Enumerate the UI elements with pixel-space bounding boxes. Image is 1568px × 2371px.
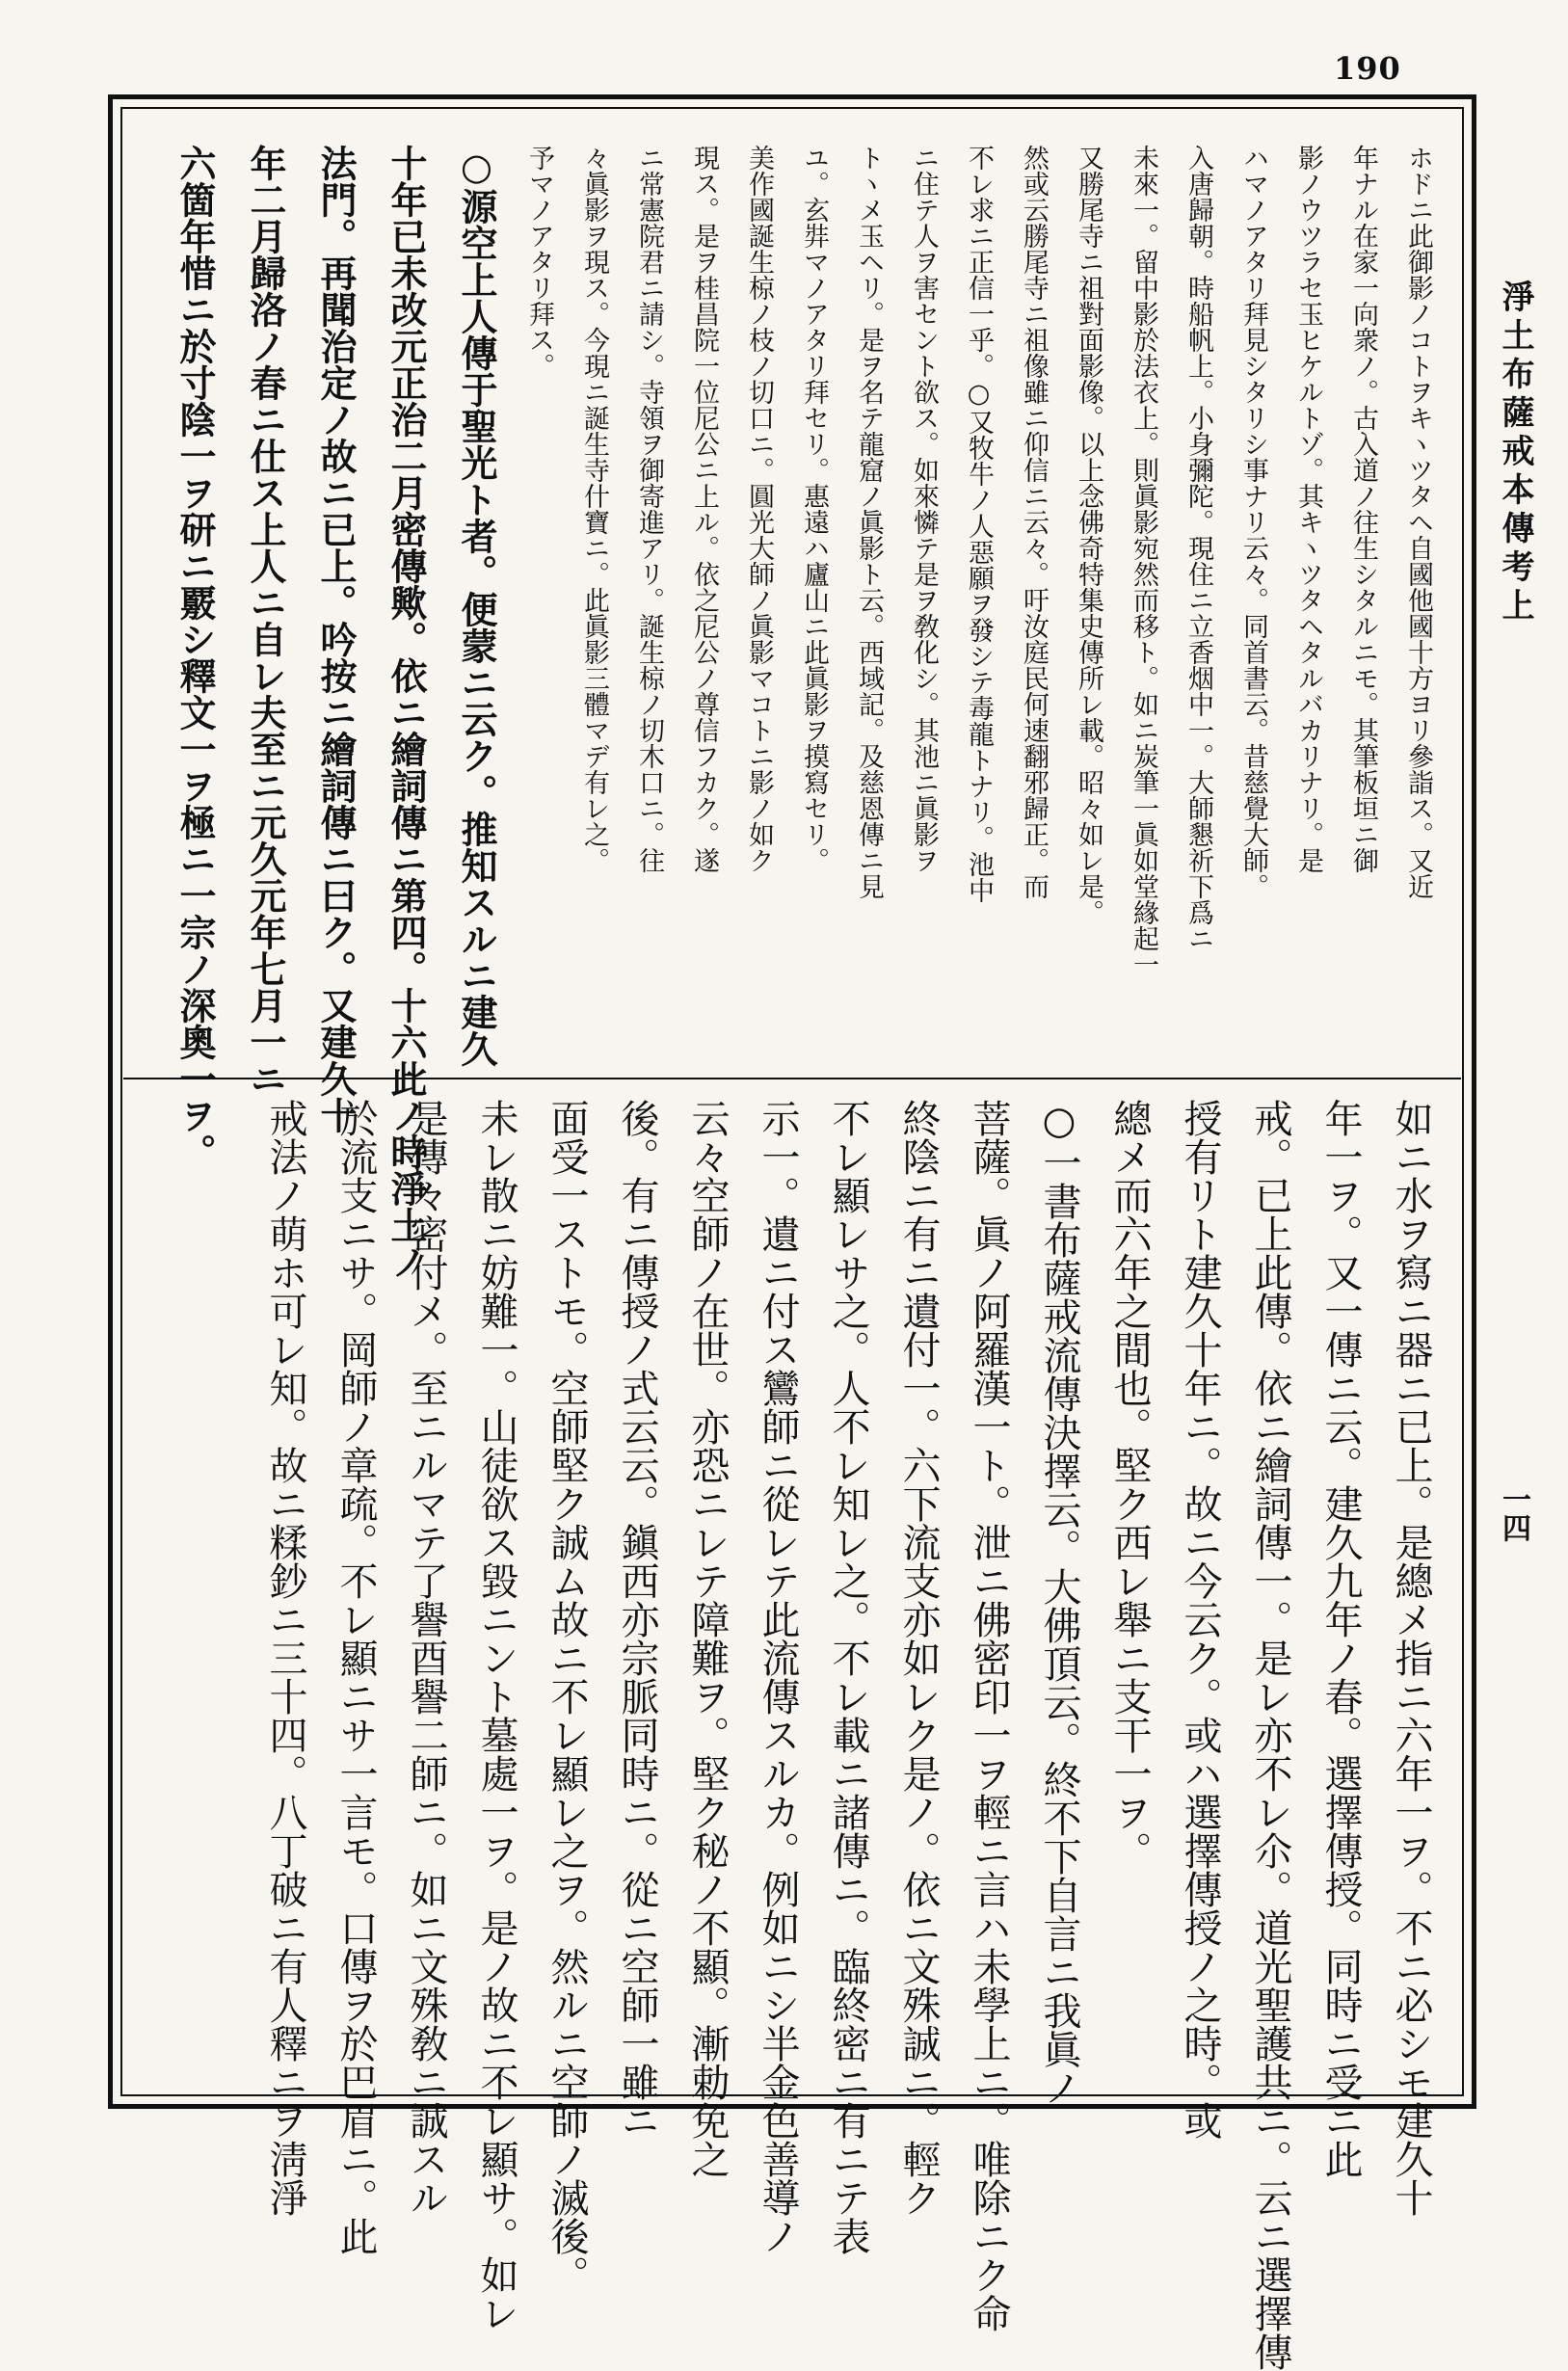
text-column: 戒。已上此傳。依ニ繪詞傳一。是レ亦不レ尒。道光聖護共ニ。云ニ選擇傳 bbox=[1248, 1099, 1292, 2371]
text-column: 然或云勝尾寺ニ祖像雖ニ仰信ニ云々。吁汝庭民何速翻邪歸正。而 bbox=[1019, 145, 1049, 899]
lower-text-block bbox=[183, 1099, 1446, 2371]
text-column: 年二月歸洛ノ春ニ仕ス上人ニ自レ夫至ニ元久元年七月一ニ bbox=[244, 145, 287, 1097]
text-column: 年ナル在家一向衆ノ。古入道ノ往生シタルニモ。其筆板垣ニ御 bbox=[1348, 145, 1378, 873]
text-column: 面受一ストモ。空師堅ク誠ム故ニ不レ顯レ之ヲ。然ルニ空師ノ滅後。 bbox=[545, 1099, 589, 2294]
text-column: 未レ散ニ妨難一。山徒欲ス毀ニント墓處一ヲ。是ノ故ニ不レ顯サ。如レ bbox=[474, 1099, 518, 2332]
text-column: 云々空師ノ在世。亦恐ニレテ障難ヲ。堅ク秘ノ不顯。漸勅免之 bbox=[685, 1099, 730, 2178]
text-column: 々眞影ヲ現ス。今現ニ誕生寺什寶ニ。此眞影三體マデ有レ之。 bbox=[579, 145, 609, 873]
text-column: 影ノウツラセ玉ヒケルトゾ。其キヽツタヘタルバカリナリ。是 bbox=[1293, 145, 1323, 873]
text-column: 年一ヲ。又一傳ニ云。建久九年ノ春。選擇傳授。同時ニ受ニ此 bbox=[1318, 1099, 1363, 2178]
text-column: 終陰ニ有ニ遺付一。六下流支亦如レク是ノ。依ニ文殊誠ニ。輕ク bbox=[896, 1099, 941, 2217]
text-column: 法門。再聞治定ノ故ニ已上。吟按ニ繪詞傳ニ曰ク。又建久十 bbox=[314, 145, 358, 1133]
text-column: 如ニ水ヲ寫ニ器ニ已上。是總メ指ニ六年一ヲ。不ニ必シモ建久十 bbox=[1389, 1099, 1433, 2217]
text-column: ○源空上人傳于聖光ト者。便蒙ニ云ク。推知スルニ建久 bbox=[455, 145, 498, 1067]
folio-number: 一四 bbox=[1497, 1484, 1530, 1542]
upper-text-block bbox=[173, 145, 1446, 1280]
text-column: 現ス。是ヲ桂昌院一位尼公ニ上ル。依之尼公ノ尊信フカク。遂 bbox=[689, 145, 719, 873]
running-title: 淨土布薩戒本傳考上 bbox=[1496, 280, 1534, 626]
text-column: 十年已未改元正治二月密傳歟。依ニ繪詞傳ニ第四。十六此ノ時淨土ノ bbox=[385, 145, 428, 1280]
text-column: 後。有ニ傳授ノ式云云。鎭西亦宗脈同時ニ。從ニ空師一雖ニ bbox=[615, 1099, 659, 2140]
text-column: ホドニ此御影ノコトヲキヽツタヘ自國他國十方ヨリ參詣ス。又近 bbox=[1403, 145, 1433, 899]
text-column: 示一。遺ニ付ス鸞師ニ從レテ此流傳スルカ。例如ニシ半金色善導ノ bbox=[756, 1099, 800, 2255]
text-column: 是傳々密付メ。至ニルマテ了譽酉譽二師ニ。如ニ文殊敎ニ誠スル bbox=[404, 1099, 448, 2217]
text-column: ニ常憲院君ニ請シ。寺領ヲ御寄進アリ。誕生椋ノ切木口ニ。往 bbox=[634, 145, 664, 873]
text-column: 菩薩。眞ノ阿羅漢一ト。泄ニ佛密印一ヲ輕ニ言ハ未學上ニ。唯除ニク命 bbox=[967, 1099, 1011, 2332]
page-number: 190 bbox=[1334, 50, 1401, 87]
text-column: ○一書布薩戒流傳決擇云。大佛頂云。終不下自言ニ我眞ノ bbox=[1037, 1099, 1081, 2107]
text-column: 予マノアタリ拜ス。 bbox=[524, 145, 554, 379]
text-column: 不レ求ニ正信一乎。○又牧牛ノ人惡願ヲ發シテ毒龍トナリ。池中 bbox=[964, 145, 994, 903]
text-column: 總メ而六年之間也。堅ク西レ舉ニ支干一ヲ。 bbox=[1107, 1099, 1152, 1870]
text-column: 授有リト建久十年ニ。故ニ今云ク。或ハ選擇傳授ノ之時。或 bbox=[1178, 1099, 1222, 2140]
text-column: 未來一。留中影於法衣上。則眞影宛然而移ト。如ニ炭筆一眞如堂緣起一 bbox=[1129, 145, 1158, 977]
text-column: ニ住テ人ヲ害セント欲ス。如來憐テ是ヲ敎化シ。其池ニ眞影ヲ bbox=[909, 145, 939, 873]
text-column: 又勝尾寺ニ祖對面影像。以上念佛奇特集史傳所レ載。昭々如レ是。 bbox=[1074, 145, 1103, 925]
text-column: 不レ顯レサ之。人不レ知レ之。不レ載ニ諸傳ニ。臨終密ニ有ニテ表 bbox=[826, 1099, 870, 2255]
text-column: 美作國誕生椋ノ枝ノ切口ニ。圓光大師ノ眞影マコトニ影ノ如ク bbox=[744, 145, 774, 873]
text-column: 入唐歸朝。時船帆上。小身彌陀。現住ニ立香烟中一。大師懇祈下爲ニ bbox=[1183, 145, 1213, 951]
text-column: ユ。玄弉マノアタリ拜セリ。惠遠ハ廬山ニ此眞影ヲ摸寫セリ。 bbox=[799, 145, 829, 873]
text-column: トヽメ玉ヘリ。是ヲ名テ龍窟ノ眞影ト云。西域記。及慈恩傳ニ見 bbox=[854, 145, 884, 899]
text-column: ハマノアタリ拜見シタリシ事ナリ云々。同首書云。昔慈覺大師。 bbox=[1238, 145, 1268, 899]
text-column: 於流支ニサ。岡師ノ章疏。不レ顯ニサ一言モ。口傳ヲ於巴眉ニ。此 bbox=[333, 1099, 378, 2255]
text-column: 六箇年惜ニ於寸陰一ヲ研ニ覈シ釋文一ヲ極ニ一宗ノ深奧一ヲ。 bbox=[173, 145, 217, 1170]
text-column: 戒法ノ萌ホ可レ知。故ニ糅鈔ニ三十四。八丁破ニ有人釋ニヲ淸淨 bbox=[263, 1099, 307, 2217]
